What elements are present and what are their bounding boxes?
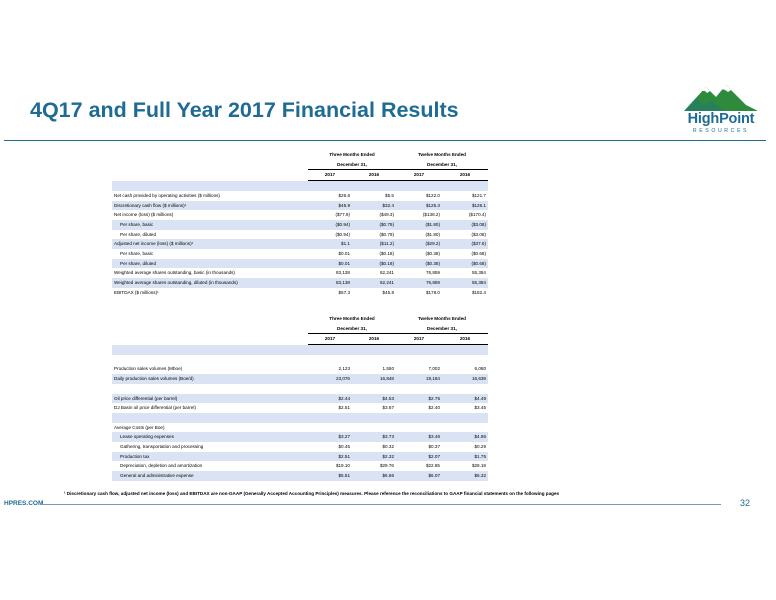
cell-value: 16,848 xyxy=(352,374,396,384)
cell-value: ($0.68) xyxy=(471,251,486,257)
cell-value: $2.51 xyxy=(338,405,350,411)
cell-value: ($138.2) xyxy=(422,212,440,218)
cell-value: $45.9 xyxy=(308,201,352,211)
cell-value: $5.5 xyxy=(385,192,394,198)
cell-value: ($0.18) xyxy=(352,259,396,269)
row-label: Lease operating expenses xyxy=(112,432,308,442)
row-label: Production sales volumes (Mboe) xyxy=(114,366,183,372)
cell-value: $5.51 xyxy=(308,471,352,481)
year-header: 2017 xyxy=(308,170,352,181)
cell-value: ($0.94) xyxy=(335,231,350,237)
cell-value: $4.86 xyxy=(442,432,488,442)
cell-value: ($3.08) xyxy=(471,231,486,237)
year-header: 2017 xyxy=(396,334,442,345)
cell-value: ($0.79) xyxy=(379,231,394,237)
group-header-three-months: Three Months Ended xyxy=(329,316,375,321)
cell-value: 83,138 xyxy=(308,278,352,288)
cell-value: $2.44 xyxy=(308,394,352,404)
cell-value: $28.19 xyxy=(471,463,486,469)
table-row xyxy=(112,249,488,259)
table-row xyxy=(112,191,488,201)
cell-value: ($11.2) xyxy=(352,239,396,249)
cell-value: ($77.9) xyxy=(335,212,350,218)
title-divider xyxy=(4,140,766,141)
company-logo xyxy=(676,81,766,137)
table-row xyxy=(112,452,488,462)
table-row xyxy=(112,201,488,211)
table-row xyxy=(112,239,488,249)
cell-value: $0.45 xyxy=(338,444,350,450)
cell-value: ($0.38) xyxy=(396,259,442,269)
table-row xyxy=(112,423,488,433)
table-row xyxy=(112,220,488,230)
cell-value: $182.4 xyxy=(471,289,486,295)
cell-value: $0.37 xyxy=(428,444,440,450)
group-header-twelve-months: Twelve Months Ended xyxy=(418,152,466,157)
period-header: December 31, xyxy=(396,324,488,334)
row-label: Net cash provided by operating activities ($ millions) xyxy=(114,192,220,198)
cell-value: $2.40 xyxy=(428,405,440,411)
cell-value: 76,859 xyxy=(396,278,442,288)
row-label: Weighted average shares outstanding, basic (in thousands) xyxy=(114,270,235,276)
period-header: December 31, xyxy=(308,324,396,334)
row-label: Depreciation, depletion and amortization xyxy=(120,463,203,469)
cell-value: $6.32 xyxy=(442,471,488,481)
cell-value: $22.85 xyxy=(425,463,440,469)
cell-value: 55,384 xyxy=(471,270,486,276)
cell-value: $0.01 xyxy=(338,251,350,257)
cell-value: $125.3 xyxy=(396,201,442,211)
cell-value: $2.07 xyxy=(396,452,442,462)
table-row xyxy=(112,268,488,278)
row-label: DJ Basin oil price differential (per barrel) xyxy=(114,405,196,411)
table-row xyxy=(112,230,488,240)
year-header: 2016 xyxy=(442,170,488,181)
spacer-row xyxy=(112,345,488,355)
row-label: Per share, diluted xyxy=(120,231,157,237)
year-header: 2016 xyxy=(442,334,488,345)
cell-value: 2,123 xyxy=(338,366,350,372)
row-label: Per share, basic xyxy=(120,251,154,257)
row-label: EBITDAX ($ millions)¹ xyxy=(114,289,159,295)
cell-value: $1.75 xyxy=(442,452,488,462)
footer-website-link[interactable]: HPRES.COM xyxy=(4,500,44,507)
cell-value: ($170.4) xyxy=(468,212,486,218)
table-row xyxy=(112,278,488,288)
cell-value: $6.07 xyxy=(396,471,442,481)
row-label: Production tax xyxy=(112,452,308,462)
spacer-row xyxy=(112,384,488,394)
table-group-header-row xyxy=(112,314,488,324)
row-label: Gathering, transportation and processing xyxy=(120,444,204,450)
row-label: Adjusted net income (loss) ($ millions)¹ xyxy=(112,239,308,249)
cell-value: $126.1 xyxy=(442,201,488,211)
cell-value: 23,076 xyxy=(308,374,352,384)
cell-value: $57.3 xyxy=(338,289,350,295)
cell-value: $4.53 xyxy=(352,394,396,404)
group-header-three-months: Three Months Ended xyxy=(329,152,375,157)
row-label: General and administrative expense xyxy=(112,471,308,481)
table-period-header-row xyxy=(112,324,488,334)
cell-value xyxy=(308,423,352,433)
cell-value: 62,241 xyxy=(352,278,396,288)
logo-wordmark: HighPoint xyxy=(687,111,755,127)
cell-value: 16,639 xyxy=(442,374,488,384)
table-row xyxy=(112,210,488,220)
cell-value: ($37.6) xyxy=(442,239,488,249)
cell-value: $4.49 xyxy=(442,394,488,404)
cell-value: ($0.18) xyxy=(379,251,394,257)
page-number: 32 xyxy=(740,498,751,508)
cell-value: $3.27 xyxy=(308,432,352,442)
mountain-logo-icon xyxy=(676,81,766,113)
cell-value: $19.10 xyxy=(335,463,350,469)
table-group-header-row xyxy=(112,150,488,160)
year-header: 2016 xyxy=(352,170,396,181)
group-header-twelve-months: Twelve Months Ended xyxy=(418,316,466,321)
table-period-header-row xyxy=(112,160,488,170)
cell-value: ($0.38) xyxy=(425,251,440,257)
table-row xyxy=(112,403,488,413)
cell-value: $45.8 xyxy=(382,289,394,295)
row-label: Per share, basic xyxy=(112,220,308,230)
footer-divider xyxy=(40,504,721,505)
cell-value: ($1.80) xyxy=(425,231,440,237)
cell-value: 62,241 xyxy=(379,270,394,276)
cell-value: ($3.08) xyxy=(442,220,488,230)
cell-value: 55,384 xyxy=(442,278,488,288)
cell-value: $121.7 xyxy=(471,192,486,198)
spacer-row xyxy=(112,181,488,191)
row-label: Net income (loss) ($ millions) xyxy=(114,212,174,218)
table-year-header-row xyxy=(112,170,488,181)
row-label: Weighted average shares outstanding, diluted (in thousands) xyxy=(112,278,308,288)
financial-results-table xyxy=(112,150,488,298)
cell-value: $6.86 xyxy=(352,471,396,481)
cell-value: $2.32 xyxy=(352,452,396,462)
period-header: December 31, xyxy=(396,160,488,170)
cell-value xyxy=(352,423,396,433)
cell-value xyxy=(442,423,488,433)
table-row xyxy=(112,364,488,374)
cell-value: $3.45 xyxy=(474,405,486,411)
cell-value: $3.46 xyxy=(396,432,442,442)
cell-value: $0.29 xyxy=(474,444,486,450)
cell-value: 19,184 xyxy=(396,374,442,384)
row-label: Discretionary cash flow ($ millions)¹ xyxy=(112,201,308,211)
cell-value: 1,550 xyxy=(382,366,394,372)
row-label: Per share, diluted xyxy=(112,259,308,269)
cell-value: $0.01 xyxy=(308,259,352,269)
table-row xyxy=(112,442,488,452)
cell-value: ($1.80) xyxy=(396,220,442,230)
cell-value: 6,080 xyxy=(474,366,486,372)
table-row xyxy=(112,394,488,404)
period-header: December 31, xyxy=(308,160,396,170)
cell-value: $178.0 xyxy=(425,289,440,295)
year-header: 2017 xyxy=(308,334,352,345)
cell-value: $1.1 xyxy=(308,239,352,249)
cell-value: $122.0 xyxy=(425,192,440,198)
spacer-row xyxy=(112,413,488,423)
row-label: Average Costs (per Boe) xyxy=(114,424,165,430)
footnote: ¹ Discretionary cash flow, adjusted net income (loss) and EBITDAX are non-GAAP (Generally Accepted Accounting Principles) measures. Please reference the reconciliations to GAAP financial statements on the following pages xyxy=(64,491,560,496)
table-row xyxy=(112,471,488,481)
logo-subtitle: RESOURCES xyxy=(692,128,750,134)
cell-value: $2.75 xyxy=(396,394,442,404)
table-row xyxy=(112,259,488,269)
cell-value: ($0.79) xyxy=(352,220,396,230)
cell-value: ($0.94) xyxy=(308,220,352,230)
cell-value: $3.67 xyxy=(382,405,394,411)
cell-value: $32.4 xyxy=(352,201,396,211)
table-row xyxy=(112,432,488,442)
cell-value: 83,138 xyxy=(335,270,350,276)
page-title: 4Q17 and Full Year 2017 Financial Results xyxy=(30,98,459,122)
cell-value: 7,002 xyxy=(428,366,440,372)
cell-value: $3.73 xyxy=(352,432,396,442)
operating-results-table xyxy=(112,314,488,481)
year-header: 2017 xyxy=(396,170,442,181)
cell-value: $26.6 xyxy=(338,192,350,198)
cell-value: $2.51 xyxy=(308,452,352,462)
table-row xyxy=(112,288,488,298)
row-label: Oil price differential (per barrel) xyxy=(112,394,308,404)
spacer-row xyxy=(112,355,488,365)
table-year-header-row xyxy=(112,334,488,345)
row-label: Daily production sales volumes (Boe/d) xyxy=(112,374,308,384)
year-header: 2016 xyxy=(352,334,396,345)
table-row xyxy=(112,374,488,384)
cell-value xyxy=(396,423,442,433)
cell-value: 76,859 xyxy=(425,270,440,276)
cell-value: $29.76 xyxy=(379,463,394,469)
cell-value: ($49.3) xyxy=(379,212,394,218)
table-row xyxy=(112,461,488,471)
cell-value: $0.32 xyxy=(382,444,394,450)
cell-value: ($0.68) xyxy=(442,259,488,269)
cell-value: ($29.2) xyxy=(396,239,442,249)
